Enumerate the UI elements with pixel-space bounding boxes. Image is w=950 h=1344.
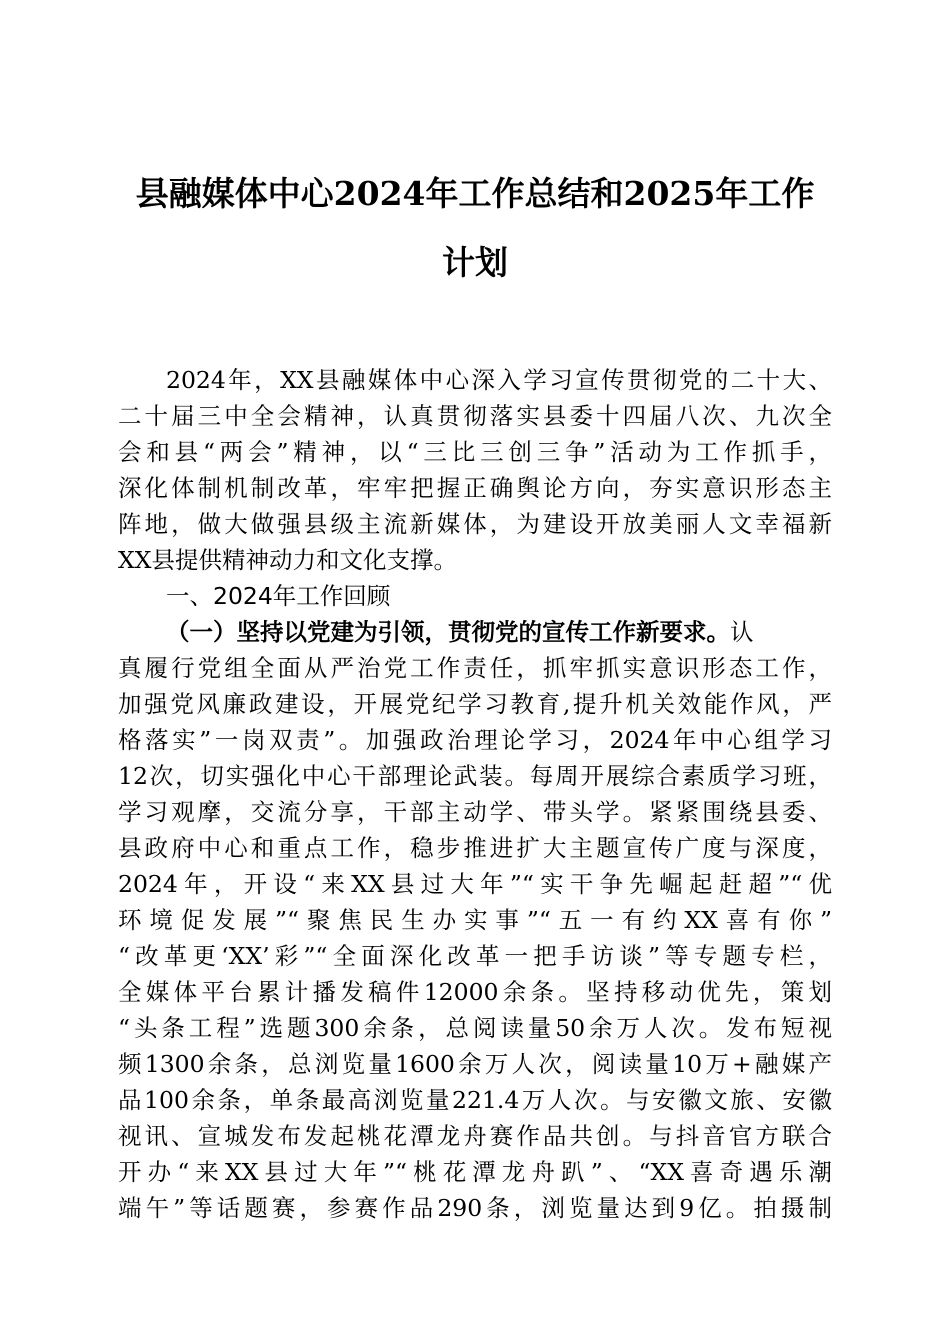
subsection-heading: （一）坚持以党建为引领，贯彻党的宣传工作新要求。 — [166, 618, 730, 646]
paragraph-line: 品100余条，单条最高浏览量221.4万人次。与安徽文旅、安徽 — [118, 1086, 832, 1114]
intro-line: 二十届三中全会精神，认真贯彻落实县委十四届八次、九次全 — [118, 402, 832, 430]
intro-line: 阵地，做大做强县级主流新媒体，为建设开放美丽人文幸福新 — [118, 510, 832, 538]
subsection-first-line — [166, 614, 832, 650]
paragraph-line: 环境促发展”“聚焦民生办实事”“五一有约XX喜有你” — [118, 906, 832, 934]
paragraph-line: “改革更‘XX’彩”“全面深化改革一把手访谈”等专题专栏， — [118, 942, 832, 970]
paragraph-line: 开办“来XX县过大年”“桃花潭龙舟趴”、“XX喜奇遇乐潮 — [118, 1158, 832, 1186]
paragraph-line: 加强党风廉政建设，开展党纪学习教育,提升机关效能作风，严 — [118, 690, 832, 718]
paragraph-line: 学习观摩，交流分享，干部主动学、带头学。紧紧围绕县委、 — [118, 798, 832, 826]
subsection-text-start: 认 — [730, 618, 754, 646]
paragraph-line: 2024年，开设“来XX县过大年”“实干争先崛起赶超”“优 — [118, 870, 832, 898]
intro-line: 深化体制机制改革，牢牢把握正确舆论方向，夯实意识形态主 — [118, 474, 832, 502]
paragraph-line: 频1300余条，总浏览量1600余万人次，阅读量10万+融媒产 — [118, 1050, 832, 1078]
document-title-line-2: 计划 — [442, 243, 508, 282]
paragraph-line: “头条工程”选题300余条，总阅读量50余万人次。发布短视 — [118, 1014, 832, 1042]
paragraph-line: 视讯、宣城发布发起桃花潭龙舟赛作品共创。与抖音官方联合 — [118, 1122, 832, 1150]
paragraph-line: 格落实”一岗双责”。加强政治理论学习，2024年中心组学习 — [118, 726, 832, 754]
paragraph-line: 全媒体平台累计播发稿件12000余条。坚持移动优先，策划 — [118, 978, 832, 1006]
paragraph-line: 真履行党组全面从严治党工作责任，抓牢抓实意识形态工作， — [118, 654, 832, 682]
document-title-line-1: 县融媒体中心2024年工作总结和2025年工作 — [135, 174, 815, 213]
paragraph-line: 县政府中心和重点工作，稳步推进扩大主题宣传广度与深度， — [118, 834, 832, 862]
paragraph-line: 端午”等话题赛，参赛作品290条，浏览量达到9亿。拍摄制 — [118, 1194, 832, 1222]
section-heading: 一、2024年工作回顾 — [166, 582, 391, 610]
intro-line: 会和县“两会”精神，以“三比三创三争”活动为工作抓手， — [118, 438, 832, 466]
paragraph-line: 12次，切实强化中心干部理论武装。每周开展综合素质学习班， — [118, 762, 832, 790]
intro-line: XX县提供精神动力和文化支撑。 — [118, 546, 457, 574]
intro-line: 2024年，XX县融媒体中心深入学习宣传贯彻党的二十大、 — [166, 366, 832, 394]
